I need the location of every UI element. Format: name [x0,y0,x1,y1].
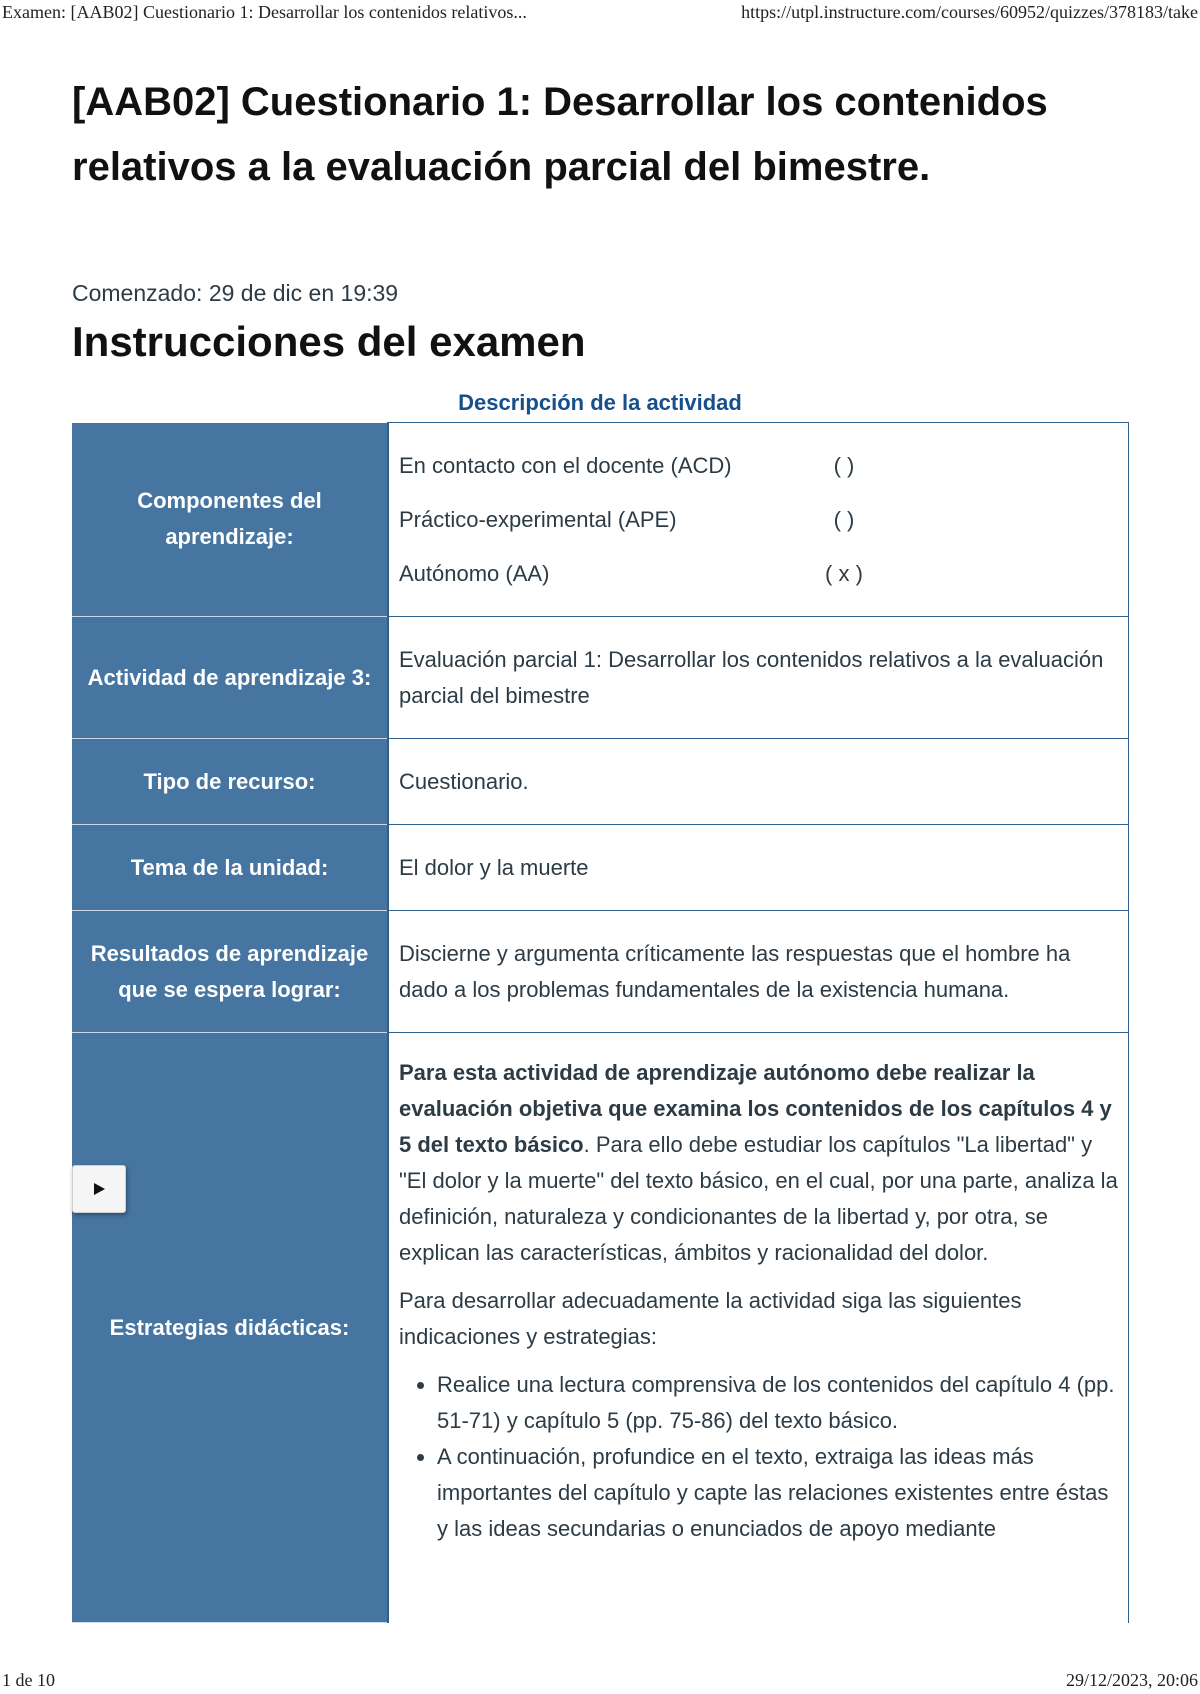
play-button[interactable] [72,1165,126,1213]
component-label: Práctico-experimental (APE) [399,506,677,532]
row-topic [72,825,1129,911]
cell-resource: Cuestionario. [388,739,1129,825]
strategies-list [399,1367,1118,1547]
component-mark: ( ) [833,452,855,478]
strategies-intro-bold: Para esta actividad de aprendizaje autónomo debe realizar la evaluación objetiva que examina los contenidos de los capítulos 4 y 5 del texto básico [399,1060,1112,1157]
cell-topic: El dolor y la muerte [388,825,1129,911]
print-header [0,0,1200,26]
row-strategies [72,1033,1129,1623]
started-label: Comenzado: [72,280,203,306]
strategies-intro-rest: . Para ello debe estudiar los capítulos "La libertad" y "El dolor y la muerte" del texto básico, en el cual, por una parte, analiza la definición, naturaleza y condicionantes de la libertad y, por otra, se explican las características, ámbitos y racionalidad del dolor. [399,1132,1118,1265]
table-caption: Descripción de la actividad [458,390,742,415]
component-item [399,547,1118,601]
play-icon [92,1182,106,1196]
cell-components [388,423,1129,617]
component-item [399,493,1118,547]
row-resource [72,739,1129,825]
list-item: • Realice una lectura comprensiva de los contenidos del capítulo 4 (pp. 51-71) y capítulo 5 (pp. 75-86) del texto básico. [437,1367,1118,1439]
header-outcomes: Resultados de aprendizaje que se espera lograr: [72,911,388,1033]
component-label: En contacto con el docente (ACD) [399,452,732,478]
component-item [399,439,1118,493]
row-components [72,423,1129,617]
started-value: 29 de dic en 19:39 [208,280,399,306]
print-header-title: Examen: [AAB02] Cuestionario 1: Desarrollar los contenidos relativos... [2,2,527,22]
header-components: Componentes del aprendizaje: [72,423,388,617]
row-outcomes [72,911,1129,1033]
page-title: [AAB02] Cuestionario 1: Desarrollar los contenidos relativos a la evaluación parcial del bimestre. [72,80,1048,189]
instructions-heading: Instrucciones del examen [72,318,586,365]
row-activity [72,617,1129,739]
print-page-number: 1 de 10 [2,1670,55,1690]
component-mark: ( x ) [825,560,863,586]
print-header-url: https://utpl.instructure.com/courses/60952/quizzes/378183/take [741,2,1198,22]
component-mark: ( ) [833,506,855,532]
print-datetime: 29/12/2023, 20:06 [1065,1670,1198,1690]
activity-description-table [72,422,1129,1623]
started-info [72,280,398,307]
cell-strategies [388,1033,1129,1623]
strategies-paragraph: Para desarrollar adecuadamente la actividad siga las siguientes indicaciones y estrategias: [399,1288,1022,1349]
header-strategies: Estrategias didácticas: [72,1033,388,1623]
print-footer [0,1668,1200,1692]
header-resource: Tipo de recurso: [72,739,388,825]
component-label: Autónomo (AA) [399,560,550,586]
header-activity: Actividad de aprendizaje 3: [72,617,388,739]
header-topic: Tema de la unidad: [72,825,388,911]
list-item: • A continuación, profundice en el texto, extraiga las ideas más importantes del capítulo y capte las relaciones existentes entre éstas y las ideas secundarias o enunciados de apoyo mediante [437,1439,1118,1547]
cell-outcomes: Discierne y argumenta críticamente las respuestas que el hombre ha dado a los problemas fundamentales de la existencia humana. [388,911,1129,1033]
cell-activity: Evaluación parcial 1: Desarrollar los contenidos relativos a la evaluación parcial del bimestre [388,617,1129,739]
strategies-intro [399,1055,1118,1271]
